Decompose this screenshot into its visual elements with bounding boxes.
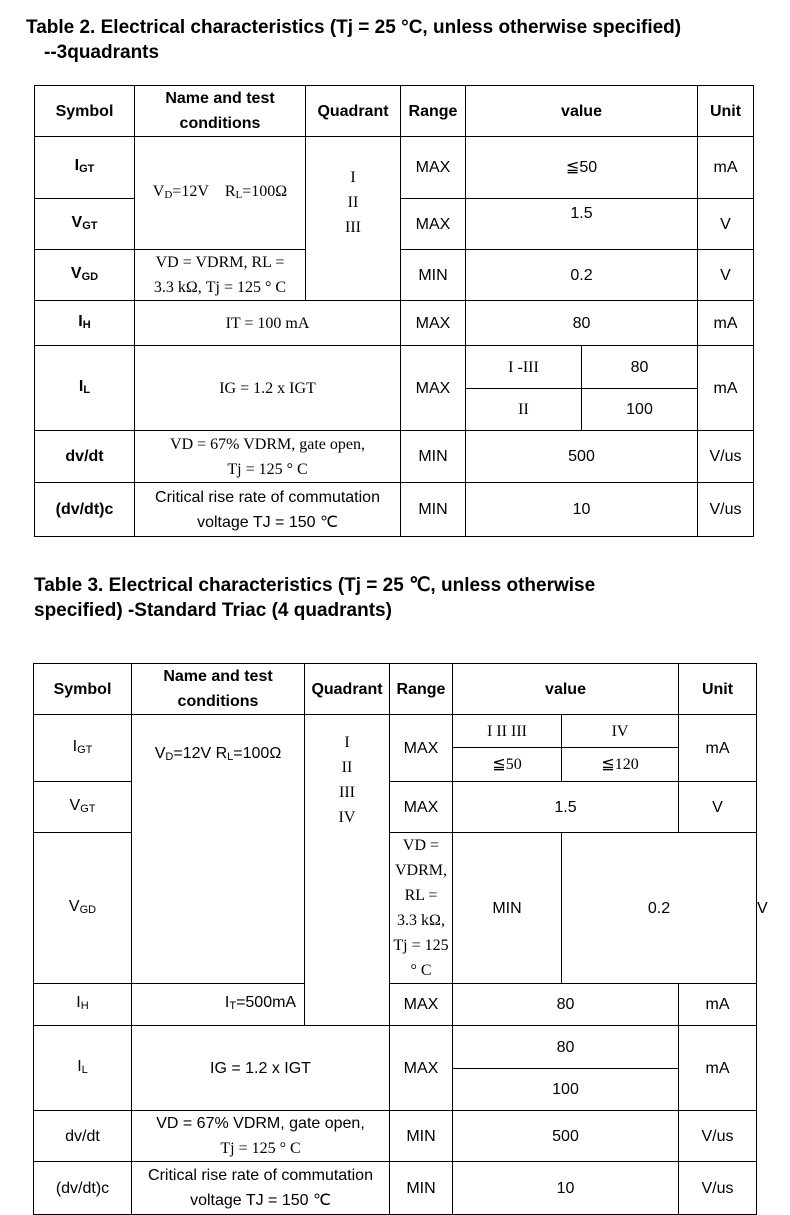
header-value: value	[453, 664, 679, 715]
condition-dvdt-line2: Tj = 125 ° C	[227, 460, 308, 478]
condition-vgd-line1: VD = VDRM, RL =	[394, 837, 447, 904]
value-vgd: 0.2	[466, 250, 698, 301]
condition-vgd	[390, 833, 453, 984]
symbol-igt: IGT	[34, 715, 132, 782]
unit-igt: mA	[679, 715, 757, 782]
table-row	[35, 346, 754, 389]
condition-dvdt	[135, 431, 401, 483]
condition-dvdtc-line2: voltage TJ = 150 ℃	[197, 513, 338, 531]
table-row	[35, 301, 754, 346]
header-conditions-line2: conditions	[177, 693, 259, 710]
range-il: MAX	[401, 346, 466, 431]
unit-vgt: V	[698, 199, 754, 250]
condition-dvdtc-line1: Critical rise rate of commutation	[148, 1167, 373, 1184]
unit-il: mA	[698, 346, 754, 431]
quadrant-4: IV	[338, 809, 356, 826]
value-il-1: 80	[582, 346, 698, 389]
range-igt: MAX	[390, 715, 453, 782]
range-vgt: MAX	[401, 199, 466, 250]
value-ih: 80	[453, 984, 679, 1026]
value-il-2: 100	[453, 1069, 679, 1111]
symbol-il: IL	[35, 346, 135, 431]
range-ih: MAX	[390, 984, 453, 1026]
table3	[33, 663, 768, 1215]
table3-header-row	[34, 664, 757, 715]
header-conditions	[132, 664, 305, 715]
table-row	[34, 984, 757, 1026]
symbol-vgd: VGD	[34, 833, 132, 984]
value-dvdtc: 10	[453, 1162, 679, 1215]
value-ih: 80	[466, 301, 698, 346]
condition-ih: IT = 100 mA	[135, 301, 401, 346]
unit-ih: mA	[679, 984, 757, 1026]
symbol-il: IL	[34, 1026, 132, 1111]
unit-dvdt: V/us	[698, 431, 754, 483]
range-il: MAX	[390, 1026, 453, 1111]
unit-il: mA	[679, 1026, 757, 1111]
symbol-dvdtc: (dv/dt)c	[35, 483, 135, 537]
header-value: value	[466, 86, 698, 137]
header-conditions-line2: conditions	[179, 115, 261, 132]
condition-ih: IT=500mA	[132, 984, 390, 1026]
header-quadrant: Quadrant	[305, 664, 390, 715]
quadrant-1: I	[344, 734, 350, 751]
unit-dvdtc: V/us	[698, 483, 754, 537]
unit-igt: mA	[698, 137, 754, 199]
value-igt-2: ≦120	[562, 748, 679, 782]
table-row	[34, 1026, 757, 1069]
value-dvdt: 500	[466, 431, 698, 483]
value-dvdtc: 10	[466, 483, 698, 537]
quadrant-il-1: I -III	[466, 346, 582, 389]
condition-il: IG = 1.2 x IGT	[132, 1026, 390, 1111]
symbol-vgt: VGT	[35, 199, 135, 250]
table-row	[34, 715, 757, 748]
value-vgd: 0.2	[562, 833, 757, 984]
header-range: Range	[401, 86, 466, 137]
symbol-vgd: VGD	[35, 250, 135, 301]
unit-vgt: V	[679, 782, 757, 833]
condition-dvdtc	[132, 1162, 390, 1215]
value-igt: ≦50	[466, 137, 698, 199]
quadrant-cell	[306, 137, 401, 301]
value-vgt: 1.5	[453, 782, 679, 833]
table3-title-line2: specified) -Standard Triac (4 quadrants)	[34, 600, 392, 621]
quadrant-2: II	[347, 194, 359, 211]
unit-dvdtc: V/us	[679, 1162, 757, 1215]
quadrant-3: III	[339, 784, 355, 801]
condition-vgd	[135, 250, 306, 301]
symbol-ih: IH	[35, 301, 135, 346]
range-dvdtc: MIN	[401, 483, 466, 537]
condition-dvdt-line1: VD = 67% VDRM, gate open,	[156, 1115, 365, 1132]
table-row	[34, 1111, 757, 1162]
unit-ih: mA	[698, 301, 754, 346]
condition-vgd-line2: 3.3 kΩ, Tj = 125 ° C	[153, 279, 287, 296]
value-igt-1: ≦50	[453, 748, 562, 782]
table3-title	[34, 573, 595, 623]
header-symbol: Symbol	[34, 664, 132, 715]
range-vgt: MAX	[390, 782, 453, 833]
condition-shared: VD=12V RL=100Ω	[132, 715, 305, 984]
header-range: Range	[390, 664, 453, 715]
symbol-vgt: VGT	[34, 782, 132, 833]
table2-title-line1: Table 2. Electrical characteristics (Tj = 25 °C, unless otherwise specified)	[26, 17, 682, 38]
table-row	[35, 431, 754, 483]
symbol-ih: IH	[34, 984, 132, 1026]
table3-title-line1: Table 3. Electrical characteristics (Tj = 25 ℃, unless otherwise	[34, 575, 596, 596]
condition-dvdtc-line2: voltage TJ = 150 ℃	[190, 1192, 331, 1209]
quadrant-cell	[305, 715, 390, 1026]
condition-dvdt-line1: VD = 67% VDRM, gate open,	[170, 435, 365, 453]
value-il-2: 100	[582, 389, 698, 431]
symbol-dvdtc: (dv/dt)c	[34, 1162, 132, 1215]
value-vgt: 1.5	[466, 199, 698, 250]
header-conditions-line1: Name and test	[163, 668, 273, 685]
unit-dvdt: V/us	[679, 1111, 757, 1162]
condition-dvdt-line2: Tj = 125 ° C	[220, 1140, 301, 1157]
condition-dvdtc	[135, 483, 401, 537]
range-vgd: MIN	[401, 250, 466, 301]
table2	[34, 85, 754, 537]
table2-header-row	[35, 86, 754, 137]
table-row	[34, 1162, 757, 1215]
quadrant-3: III	[345, 219, 361, 236]
quadrant-igt-1: I II III	[453, 715, 562, 748]
quadrant-2: II	[341, 759, 353, 776]
quadrant-1: I	[350, 169, 356, 186]
quadrant-igt-2: IV	[562, 715, 679, 748]
value-il-1: 80	[453, 1026, 679, 1069]
table-row: VGD VD = VDRM, RL = 3.3 kΩ, Tj = 125 ° C MIN 0.2 V	[34, 833, 757, 984]
header-unit: Unit	[698, 86, 754, 137]
quadrant-il-2: II	[466, 389, 582, 431]
range-igt: MAX	[401, 137, 466, 199]
header-conditions-line1: Name and test	[165, 90, 275, 107]
condition-vgd-line1: VD = VDRM, RL =	[155, 254, 285, 271]
table-row	[35, 483, 754, 537]
header-symbol: Symbol	[35, 86, 135, 137]
table2-title	[26, 15, 681, 65]
symbol-dvdt: dv/dt	[34, 1111, 132, 1162]
condition-shared: VD=12V RL=100Ω	[135, 137, 306, 250]
range-ih: MAX	[401, 301, 466, 346]
table2-title-line2: --3quadrants	[44, 42, 160, 63]
header-conditions	[135, 86, 306, 137]
range-dvdt: MIN	[401, 431, 466, 483]
condition-il: IG = 1.2 x IGT	[135, 346, 401, 431]
table-row	[35, 137, 754, 199]
header-unit: Unit	[679, 664, 757, 715]
range-dvdt: MIN	[390, 1111, 453, 1162]
unit-vgd: V	[698, 250, 754, 301]
symbol-igt: IGT	[35, 137, 135, 199]
condition-vgd-line2: 3.3 kΩ, Tj = 125 ° C	[393, 912, 449, 979]
value-dvdt: 500	[453, 1111, 679, 1162]
header-quadrant: Quadrant	[306, 86, 401, 137]
condition-dvdtc-line1: Critical rise rate of commutation	[155, 488, 380, 506]
range-vgd: MIN	[453, 833, 562, 984]
symbol-dvdt: dv/dt	[35, 431, 135, 483]
condition-dvdt	[132, 1111, 390, 1162]
range-dvdtc: MIN	[390, 1162, 453, 1215]
